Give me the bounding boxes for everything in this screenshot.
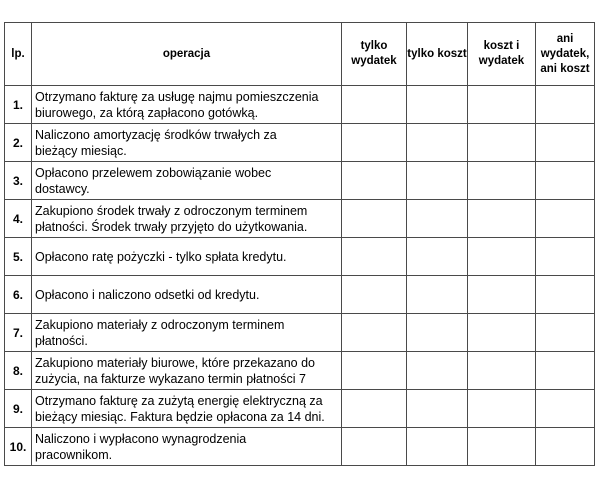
tylko-koszt-cell[interactable] [407,124,468,162]
header-koszt-i-wydatek: koszt i wydatek [468,23,536,86]
ani-wydatek-ani-koszt-cell[interactable] [536,124,595,162]
tylko-koszt-cell[interactable] [407,314,468,352]
operation-line: Otrzymano fakturę za zużytą energię elektryczną za [35,393,323,408]
koszt-i-wydatek-cell[interactable] [468,428,536,466]
tylko-koszt-cell[interactable] [407,238,468,276]
tylko-koszt-cell[interactable] [407,200,468,238]
ani-wydatek-ani-koszt-cell[interactable] [536,276,595,314]
operation-line: Zakupiono materiały z odroczonym terminem [35,317,285,332]
koszt-i-wydatek-cell[interactable] [468,276,536,314]
koszt-i-wydatek-cell[interactable] [468,200,536,238]
operation-line: bieżący miesiąc. [35,143,127,158]
table-row [5,200,595,238]
operation-line: Naliczono i wypłacono wynagrodzenia [35,431,247,446]
table-row [5,314,595,352]
row-number: 3. [5,162,32,200]
koszt-i-wydatek-cell[interactable] [468,238,536,276]
koszt-i-wydatek-cell[interactable] [468,86,536,124]
operation-line: zużycia, na fakturze wykazano termin płatności 7 [35,371,306,386]
koszt-i-wydatek-cell[interactable] [468,162,536,200]
tylko-wydatek-cell[interactable] [342,390,407,428]
operation-description [32,390,342,428]
ani-wydatek-ani-koszt-cell[interactable] [536,86,595,124]
operation-description [32,200,342,238]
ani-wydatek-ani-koszt-cell[interactable] [536,200,595,238]
tylko-koszt-cell[interactable] [407,276,468,314]
tylko-koszt-cell[interactable] [407,428,468,466]
ani-wydatek-ani-koszt-cell[interactable] [536,238,595,276]
table-row [5,238,595,276]
tylko-wydatek-cell[interactable] [342,86,407,124]
koszt-i-wydatek-cell[interactable] [468,124,536,162]
operation-line: pracownikom. [35,447,113,462]
row-number: 8. [5,352,32,390]
header-tylko-wydatek: tylko wydatek [342,23,407,86]
ani-wydatek-ani-koszt-cell[interactable] [536,390,595,428]
row-number: 1. [5,86,32,124]
table-row [5,124,595,162]
operation-line: Opłacono ratę pożyczki - tylko spłata kredytu. [35,249,287,264]
operation-description [32,86,342,124]
row-number: 7. [5,314,32,352]
operation-description [32,238,342,276]
operation-line: biurowego, za którą zapłacono gotówką. [35,105,259,120]
tylko-wydatek-cell[interactable] [342,352,407,390]
header-lp: lp. [5,23,32,86]
operation-description [32,276,342,314]
table-row [5,276,595,314]
header-ani-wydatek-ani-koszt: ani wydatek, ani koszt [536,23,595,86]
ani-wydatek-ani-koszt-cell[interactable] [536,352,595,390]
header-operacja: operacja [32,23,342,86]
table-row [5,162,595,200]
row-number: 9. [5,390,32,428]
table-header-row [5,23,595,86]
operation-line: płatności. [35,333,88,348]
koszt-i-wydatek-cell[interactable] [468,314,536,352]
tylko-wydatek-cell[interactable] [342,162,407,200]
row-number: 6. [5,276,32,314]
operation-description [32,352,342,390]
operations-table [4,22,595,466]
table-row [5,86,595,124]
operation-line: Zakupiono materiały biurowe, które przekazano do [35,355,316,370]
tylko-koszt-cell[interactable] [407,162,468,200]
koszt-i-wydatek-cell[interactable] [468,390,536,428]
operation-description [32,314,342,352]
row-number: 5. [5,238,32,276]
operation-line: Opłacono przelewem zobowiązanie wobec [35,165,272,180]
operation-description [32,124,342,162]
operation-line: płatności. Środek trwały przyjęto do użytkowania. [35,219,308,234]
tylko-koszt-cell[interactable] [407,390,468,428]
tylko-wydatek-cell[interactable] [342,200,407,238]
koszt-i-wydatek-cell[interactable] [468,352,536,390]
tylko-wydatek-cell[interactable] [342,428,407,466]
operation-line: dostawcy. [35,181,90,196]
ani-wydatek-ani-koszt-cell[interactable] [536,314,595,352]
header-tylko-koszt: tylko koszt [407,23,468,86]
tylko-wydatek-cell[interactable] [342,314,407,352]
tylko-wydatek-cell[interactable] [342,124,407,162]
operation-line: Zakupiono środek trwały z odroczonym terminem [35,203,308,218]
ani-wydatek-ani-koszt-cell[interactable] [536,162,595,200]
operation-line: bieżący miesiąc. Faktura będzie opłacona za 14 dni. [35,409,325,424]
operation-line: Otrzymano fakturę za usługę najmu pomieszczenia [35,89,319,104]
row-number: 10. [5,428,32,466]
tylko-wydatek-cell[interactable] [342,276,407,314]
ani-wydatek-ani-koszt-cell[interactable] [536,428,595,466]
tylko-koszt-cell[interactable] [407,86,468,124]
operation-line: Naliczono amortyzację środków trwałych za [35,127,277,142]
row-number: 2. [5,124,32,162]
table-row [5,352,595,390]
table-row [5,390,595,428]
operation-description [32,428,342,466]
tylko-koszt-cell[interactable] [407,352,468,390]
row-number: 4. [5,200,32,238]
operation-description [32,162,342,200]
tylko-wydatek-cell[interactable] [342,238,407,276]
table-row [5,428,595,466]
operation-line: Opłacono i naliczono odsetki od kredytu. [35,287,260,302]
